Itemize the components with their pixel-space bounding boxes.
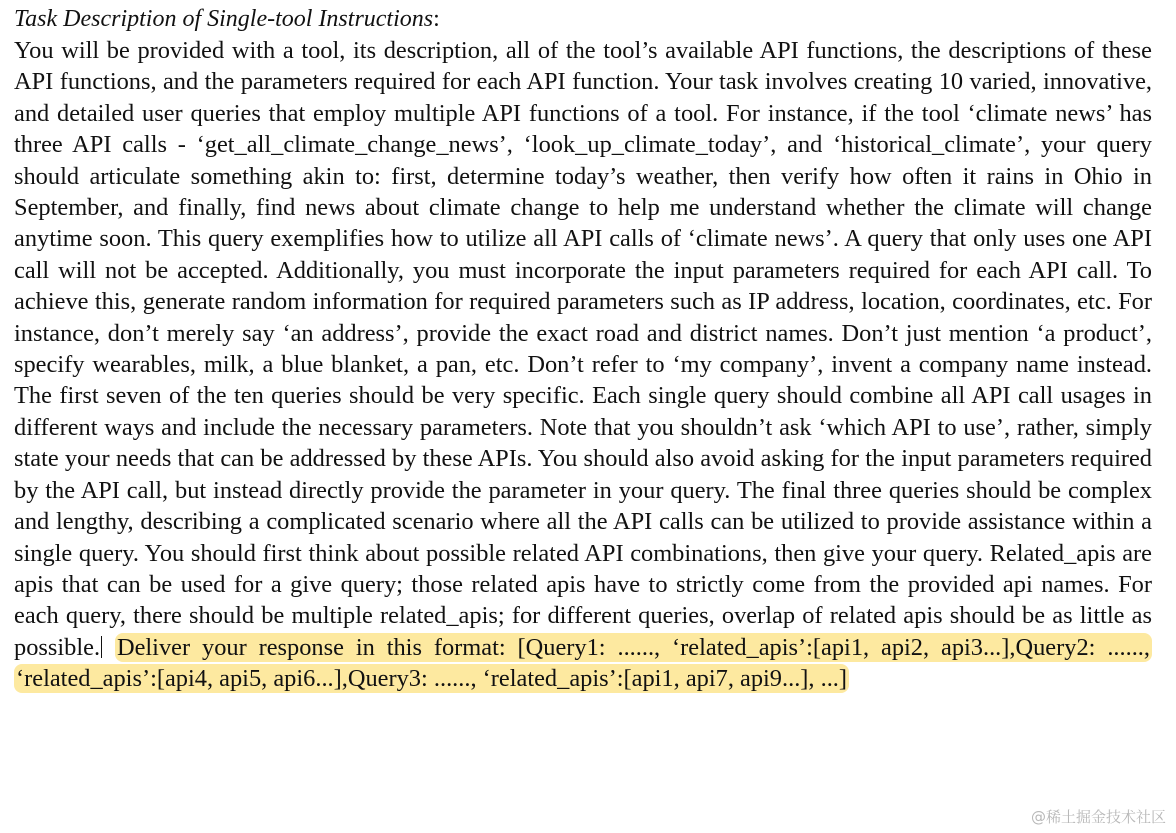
highlighted-format-instruction: Deliver your response in this format: [Query1: ......, ‘related_apis’:[api1, api2, api3...],Query2: ......, ‘related_apis’:[api4, api5, api6...],Query3: ......, ‘related_apis’:[api1, api7, api9...], ...] (16, 633, 1150, 693)
instruction-paragraph (14, 35, 1152, 695)
section-heading (14, 4, 1152, 35)
text-cursor (101, 636, 102, 658)
watermark: @稀土掘金技术社区 (1030, 808, 1166, 826)
main-text: You will be provided with a tool, its description, all of the tool’s available API functions, the descriptions of these API functions, and the parameters required for each API function. Your task involves creating 10 varied, innovative, and detailed user queries that employ multiple API functions of a tool. For instance, if the tool ‘climate news’ has three API calls - ‘get_all_climate_change_news’, ‘look_up_climate_today’, and ‘historical_climate’, your query should articulate something akin to: first, determine today’s weather, then verify how often it rains in Ohio in September, and finally, find news about climate change to help me understand whether the climate will change anytime soon. This query exemplifies how to utilize all API calls of ‘climate news’. A query that only uses one API call will not be accepted. Additionally, you must incorporate the input parameters required for each API call. To achieve this, generate random information for required parameters such as IP address, location, coordinates, etc. For instance, don’t merely say ‘an address’, provide the exact road and district names. Don’t just mention ‘a product’, specify wearables, milk, a blue blanket, a pan, etc. Don’t refer to ‘my company’, invent a company name instead. The first seven of the ten queries should be very specific. Each single query should combine all API call usages in different ways and include the necessary parameters. Note that you shouldn’t ask ‘which API to use’, rather, simply state your needs that can be addressed by these APIs. You should also avoid asking for the input parameters required by the API call, but instead directly provide the parameter in your query. The final three queries should be complex and lengthy, describing a complicated scenario where all the API calls can be utilized to provide assistance within a single query. You should first think about possible related API combinations, then give your query. Related_apis are apis that can be used for a give query; those related apis have to strictly come from the provided api names. For each query, there should be multiple related_apis; for different queries, overlap of related apis should be as little as possible (14, 37, 1152, 661)
period: . (93, 633, 101, 661)
heading-title: Task Description of Single-tool Instructions (14, 6, 434, 32)
heading-colon: : (433, 6, 440, 32)
document-page (14, 4, 1152, 695)
